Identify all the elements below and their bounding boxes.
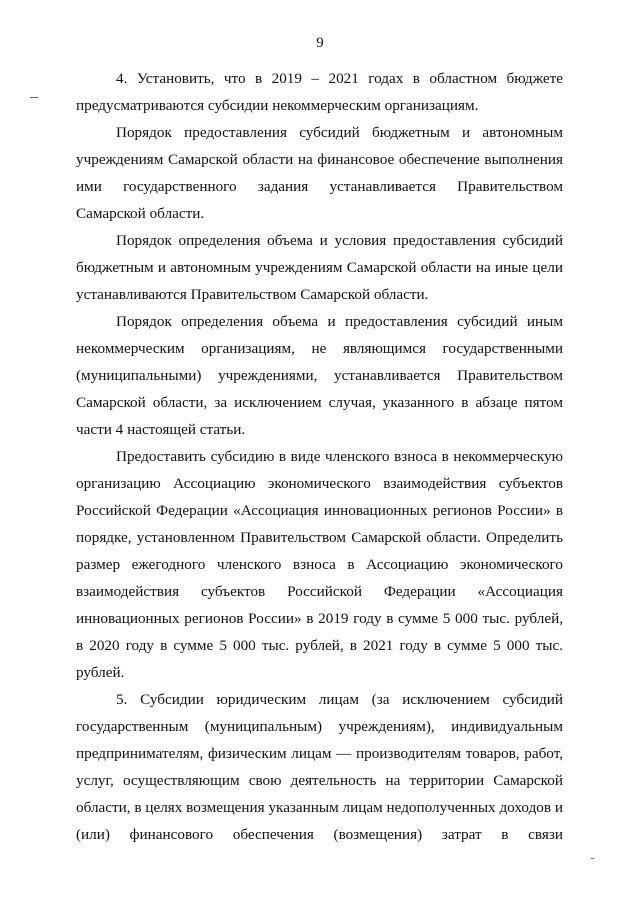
paragraph-item-5: 5. Субсидии юридическим лицам (за исключением субсидий государственным (муниципальным) учреждениям), индивидуальным предпринимателям, физическим лицам — производителям товаров, работ, услуг, осуществляющим свою деятельность на территории Самарской области, в целях возмещения указанным лицам недополученных доходов и (или) финансового обеспечения (возмещения) затрат в связи [76,691,563,843]
paragraph-membership-fee: Предоставить субсидию в виде членского взноса в некоммерческую организацию Ассоциацию экономического взаимодействия субъектов Российской Федерации «Ассоциация инновационных регионов России» в порядке, установленном Правительством Самарской области. Определить размер ежегодного членского взноса в Ассоциацию экономического взаимодействия субъектов Российской Федерации «Ассоциация инновационных регионов России» в 2019 году в сумме 5 000 тыс. рублей, в 2020 году в сумме 5 000 тыс. рублей, в 2021 году в сумме 5 000 тыс. рублей. [76,448,563,681]
paragraph-item-4: 4. Установить, что в 2019 – 2021 годах в областном бюджете предусматриваются субсидии некоммерческим организациям. [76,70,563,114]
page-number: 9 [316,35,324,51]
scan-artifact-mark [591,858,594,859]
paragraph-other-purposes-subsidies: Порядок определения объема и условия предоставления субсидий бюджетным и автономным учреждениям Самарской области на иные цели устанавливаются Правительством Самарской области. [76,232,563,303]
paragraph-state-task-subsidies: Порядок предоставления субсидий бюджетным и автономным учреждениям Самарской области на финансовое обеспечение выполнения ими государственного задания устанавливается Правительством Самарской области. [76,124,563,222]
document-body [76,65,563,848]
scan-artifact-mark [30,97,38,98]
paragraph-nonprofit-subsidies: Порядок определения объема и предоставления субсидий иным некоммерческим организациям, не являющимся государственными (муниципальными) учреждениями, устанавливается Правительством Самарской области, за исключением случая, указанного в абзаце пятом части 4 настоящей статьи. [76,313,563,438]
